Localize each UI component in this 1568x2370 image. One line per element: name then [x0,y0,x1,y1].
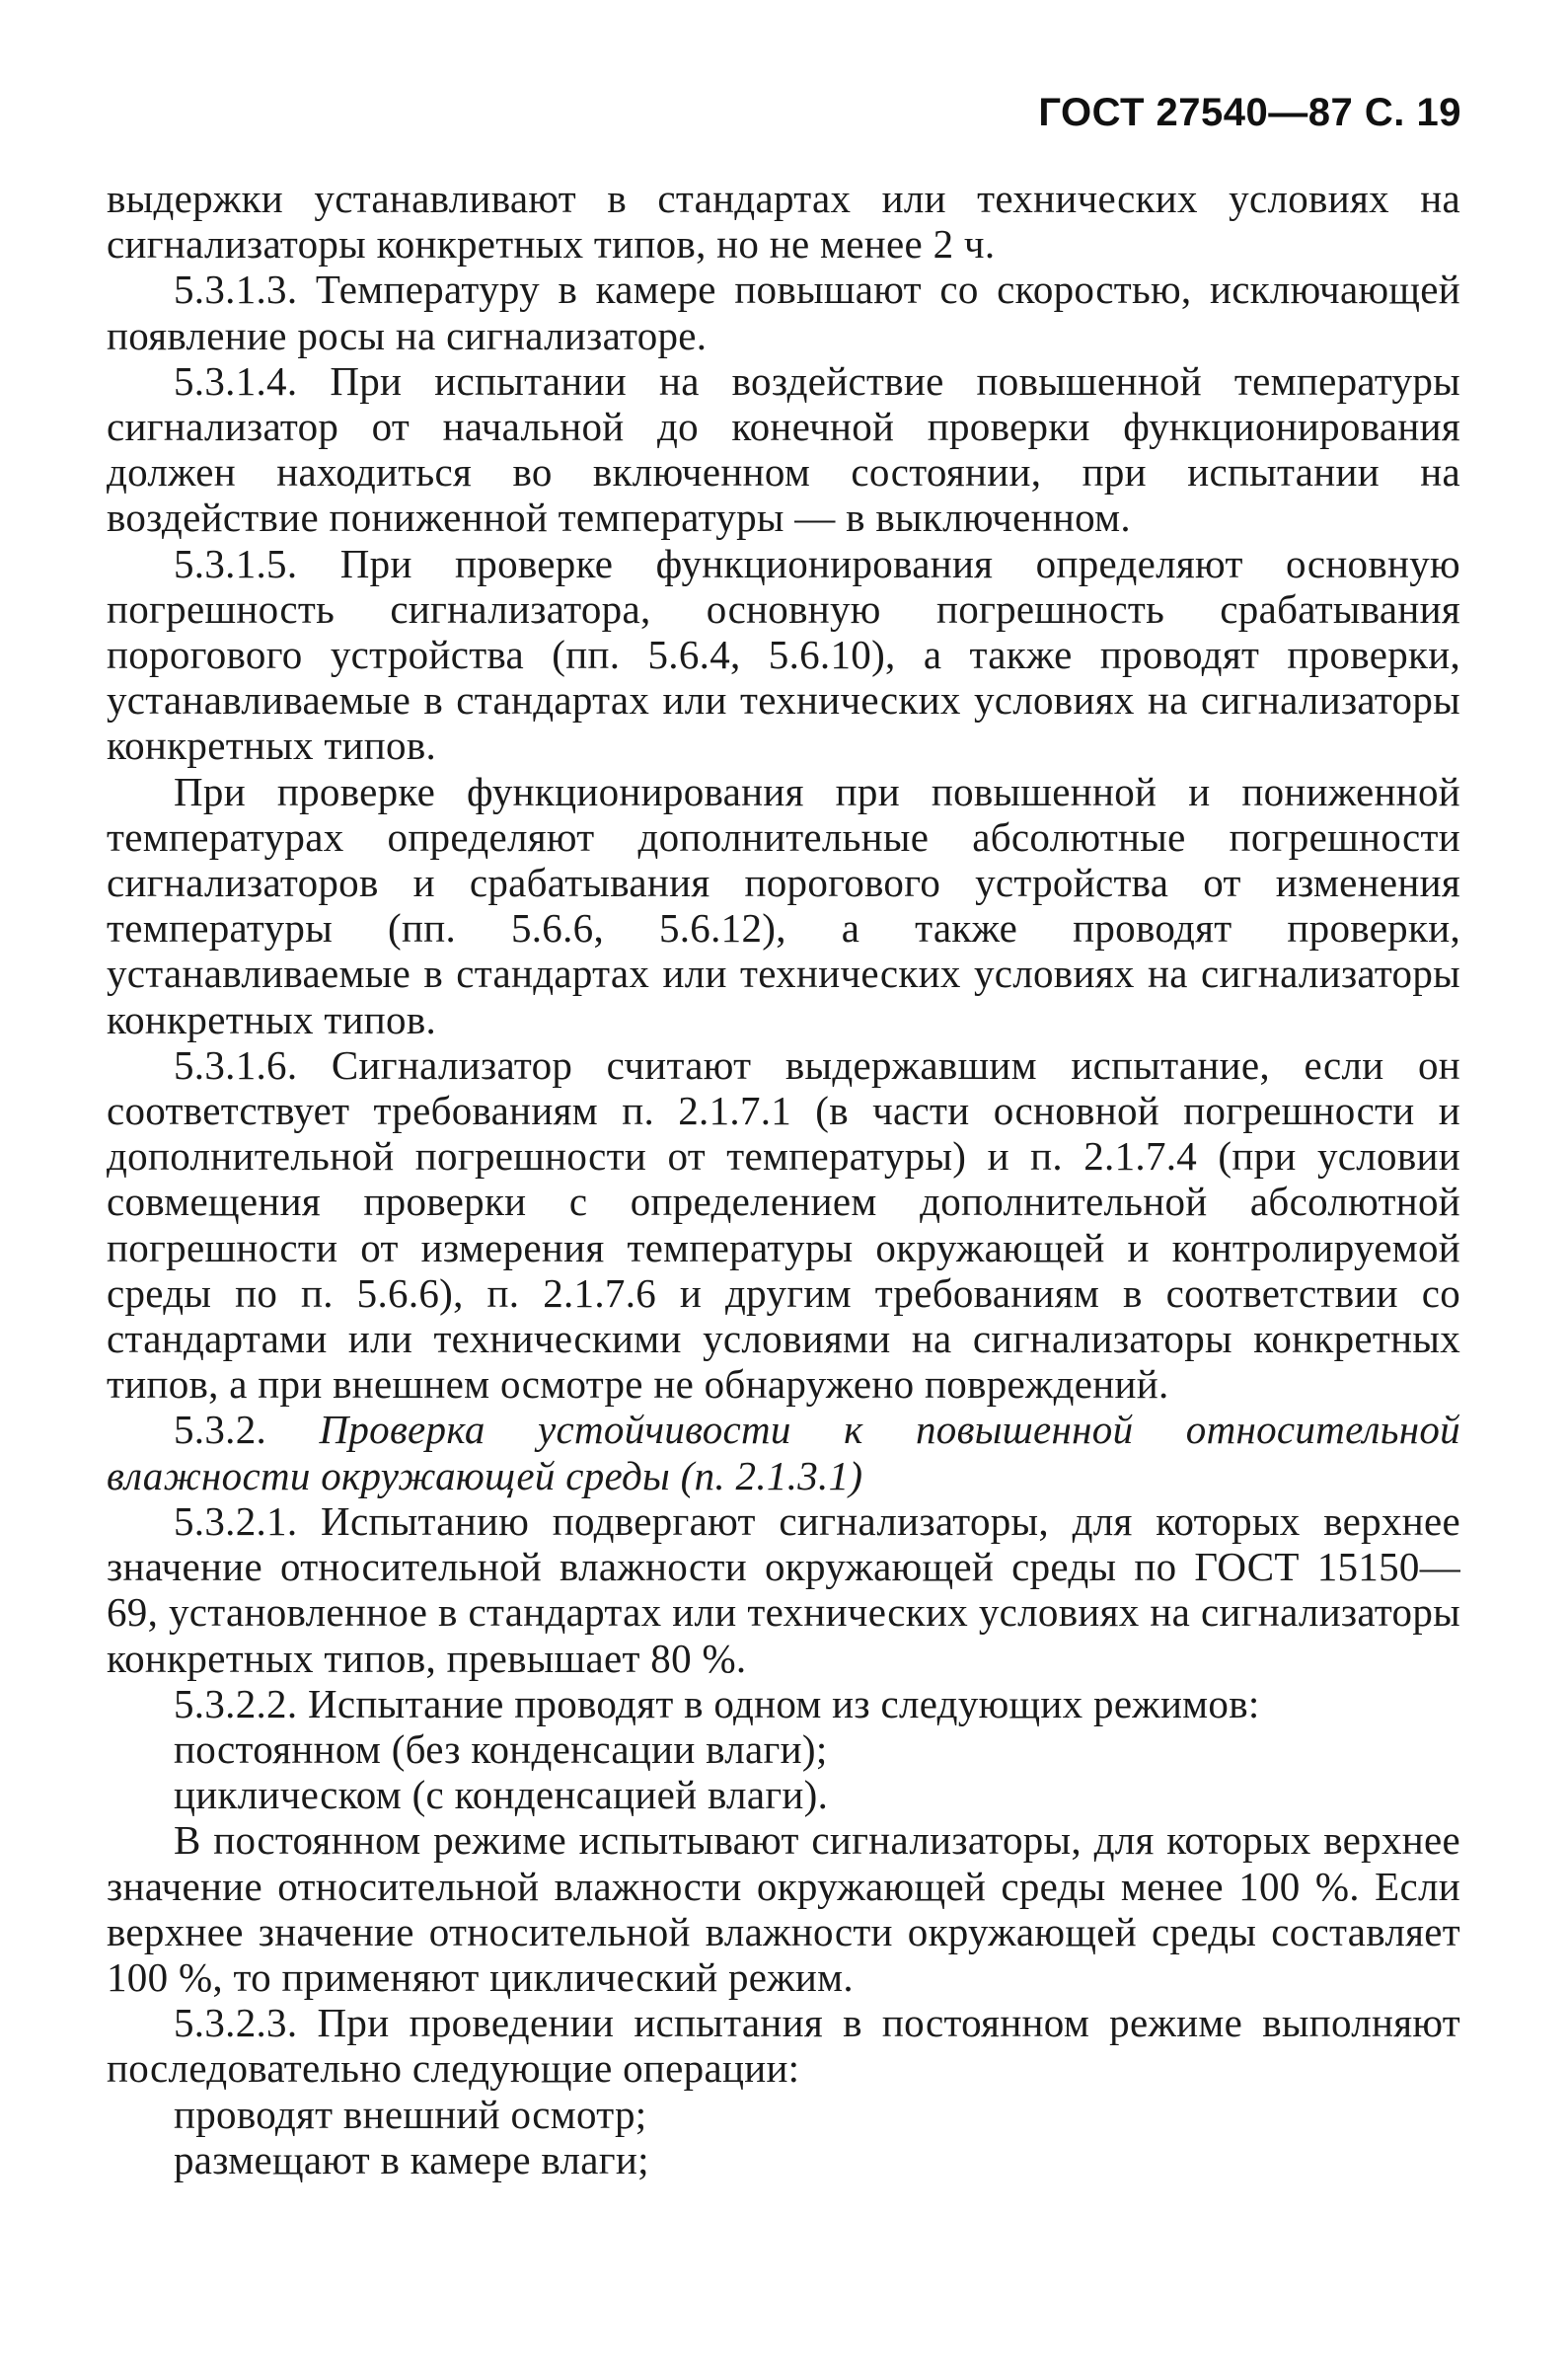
clause-5-3-2-3: 5.3.2.3. При проведении испытания в постоянном режиме выполняют последовательно следующие операции: [107,2000,1460,2092]
section-heading-5-3-2 [107,1407,1460,1497]
section-number: 5.3.2. [174,1407,267,1453]
paragraph-additional-errors: При проверке функционирования при повышенной и пониженной температурах определяют дополнительные абсолютные погрешности сигнализаторов и срабатывания порогового устройства от изменения температуры (пп. 5.6.6, 5.6.12), а также проводят проверки, устанавливаемые в стандартах или технических условиях на сигнализаторы конкретных типов. [107,768,1460,1042]
clause-5-3-1-4: 5.3.1.4. При испытании на воздействие повышенной температуры сигнализатор от начальной до конечной проверки функционирования должен находиться во включенном состоянии, при испытании на воздействие пониженной температуры — в выключенном. [107,357,1460,541]
clause-5-3-1-3: 5.3.1.3. Температуру в камере повышают со скоростью, исключающей появление росы на сигнализаторе. [107,267,1460,358]
mode-item: постоянном (без конденсации влаги); [174,1725,828,1772]
clause-5-3-1-5: 5.3.1.5. При проверке функционирования определяют основную погрешность сигнализатора, основную погрешность срабатывания порогового устройства (пп. 5.6.4, 5.6.10), а также проводят проверки, устанавливаемые в стандартах или технических условиях на сигнализаторы конкретных типов. [107,540,1460,769]
clause-5-3-2-1: 5.3.2.1. Испытанию подвергают сигнализаторы, для которых верхнее значение относительной влажности окружающей среды по ГОСТ 15150—69, установленное в стандартах или технических условиях на сигнализаторы конкретных типов, превышает 80 %. [107,1497,1460,1681]
running-head: ГОСТ 27540—87 С. 19 [1038,91,1461,134]
body-text [107,176,1460,2182]
clause-5-3-1-6: 5.3.1.6. Сигнализатор считают выдержавшим испытание, если он соответствует требованиям п. 2.1.7.1 (в части основной погрешности и дополнительной погрешности от температуры) и п. 2.1.7.4 (при условии совмещения проверки с определением дополнительной абсолютной погрешности от измерения температуры окружающей и контролируемой среды по п. 5.6.6), п. 2.1.7.6 и другим требованиям в соответствии со стандартами или техническими условиями на сигнализаторы конкретных типов, а при внешнем осмотре не обнаружено повреждений. [107,1041,1460,1408]
paragraph-constant-mode: В постоянном режиме испытывают сигнализаторы, для которых верхнее значение относительной влажности окружающей среды менее 100 %. Если верхнее значение относительной влажности окружающей среды составляет 100 %, то применяют циклический режим. [107,1817,1460,2000]
paragraph-continuation: выдержки устанавливают в стандартах или технических условиях на сигнализаторы конкретных типов, но не менее 2 ч. [107,176,1460,268]
mode-item: циклическом (с конденсацией влаги). [174,1772,829,1818]
operation-item: размещают в камере влаги; [174,2136,649,2182]
clause-5-3-2-2: 5.3.2.2. Испытание проводят в одном из следующих режимов: [174,1680,1260,1726]
section-title: Проверка устойчивости к повышенной относительной влажности окружающей среды (п. 2.1.3.1) [107,1407,1460,1498]
operation-item: проводят внешний осмотр; [174,2091,647,2137]
